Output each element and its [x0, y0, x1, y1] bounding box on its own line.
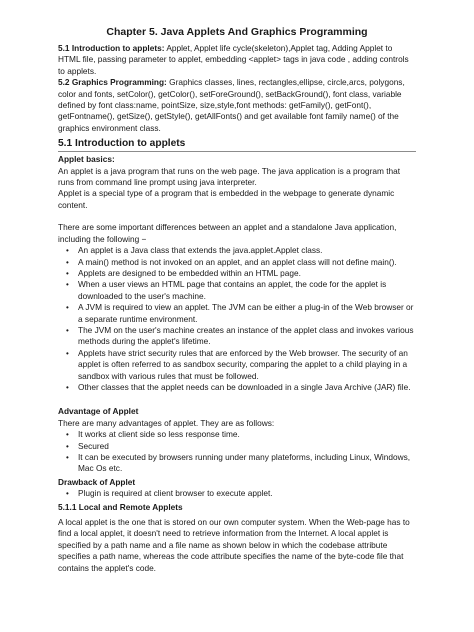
list-item: • The JVM on the user's machine creates an instance of the applet class and invokes various methods during the applet's lifetime. — [66, 324, 414, 347]
syllabus-text: Graphics classes, lines, rectangles,ellipse, circle,arcs, polygons, color and fonts, setColor(), getColor(), setForeGround(), setBackGround(), font class, variable defined by font class:name, pointSize, size,style,font methods: getFamily(), getFont(), getFontname(), getSize(), getStyle(), getAllFonts() and get available font family name() of the graphics environment class. — [58, 77, 405, 133]
list-item: • Plugin is required at client browser to execute applet. — [66, 488, 273, 499]
document-page — [58, 26, 416, 574]
advantages-list — [58, 429, 416, 475]
list-item: • An applet is a Java class that extends the java.applet.Applet class. — [66, 245, 323, 256]
list-item: • Applets have strict security rules that are enforced by the Web browser. The security of an applet is often referred to as sandbox security, comparing the applet to a child playing in a sandbox with various rules that must be followed. — [66, 347, 408, 381]
paragraph: Applet is a special type of a program that is embedded in the webpage to generate dynamic content. — [58, 188, 395, 210]
syllabus-label: 5.2 Graphics Programming: — [58, 77, 167, 88]
differences-list — [58, 245, 416, 393]
list-item: • A JVM is required to view an applet. The JVM can be either a plug-in of the Web browser or a separate runtime environment. — [66, 302, 414, 324]
list-item: • Other classes that the applet needs can be downloaded in a single Java Archive (JAR) file. — [66, 381, 411, 392]
local-remote-heading: 5.1.1 Local and Remote Applets — [58, 501, 183, 512]
drawbacks-list — [58, 488, 416, 499]
list-item: • Applets are designed to be embedded within an HTML page. — [66, 267, 301, 278]
paragraph: A local applet is the one that is stored on our own computer system. When the Web-page has to find a local applet, it doesn't need to retrieve information from the Internet. A local applet is specified by a path name and a file name as shown below in which the codebase attribute specifies a path name, whereas the code attribute specifies the name of the byte-code file that contains the applet's code. — [58, 517, 410, 573]
drawback-heading: Drawback of Applet — [58, 476, 136, 487]
syllabus-item-applets — [58, 43, 416, 77]
paragraph: There are some important differences between an applet and a standalone Java application, including the following − — [58, 222, 397, 244]
list-item: • When a user views an HTML page that contains an applet, the code for the applet is downloaded to the user's machine. — [66, 279, 387, 301]
paragraph: An applet is a java program that runs on the web page. The java application is a program that runs from command line prompt using java interpreter. — [58, 165, 401, 188]
list-item: • It can be executed by browsers running under many plateforms, including Linux, Windows, Mac Os etc. — [66, 452, 411, 474]
paragraph: There are many advantages of applet. They are as follows: — [58, 417, 275, 428]
chapter-title: Chapter 5. Java Applets And Graphics Programming — [106, 26, 368, 38]
list-item: • Secured — [66, 440, 109, 451]
syllabus-text: Applet, Applet life cycle(skeleton),Applet tag, Adding Applet to HTML file, passing parameter to applet, embedding <applet> tags in java code , adding controls to applets. — [58, 43, 409, 76]
list-item: • A main() method is not invoked on an applet, and an applet class will not define main(). — [66, 256, 397, 267]
syllabus-label: 5.1 Introduction to applets: — [58, 43, 165, 53]
section-heading: 5.1 Introduction to applets — [58, 137, 416, 152]
applet-basics-heading: Applet basics: — [58, 154, 115, 165]
list-item: • It works at client side so less response time. — [66, 429, 240, 440]
syllabus-item-graphics — [58, 77, 416, 134]
advantages-heading: Advantage of Applet — [58, 406, 139, 417]
